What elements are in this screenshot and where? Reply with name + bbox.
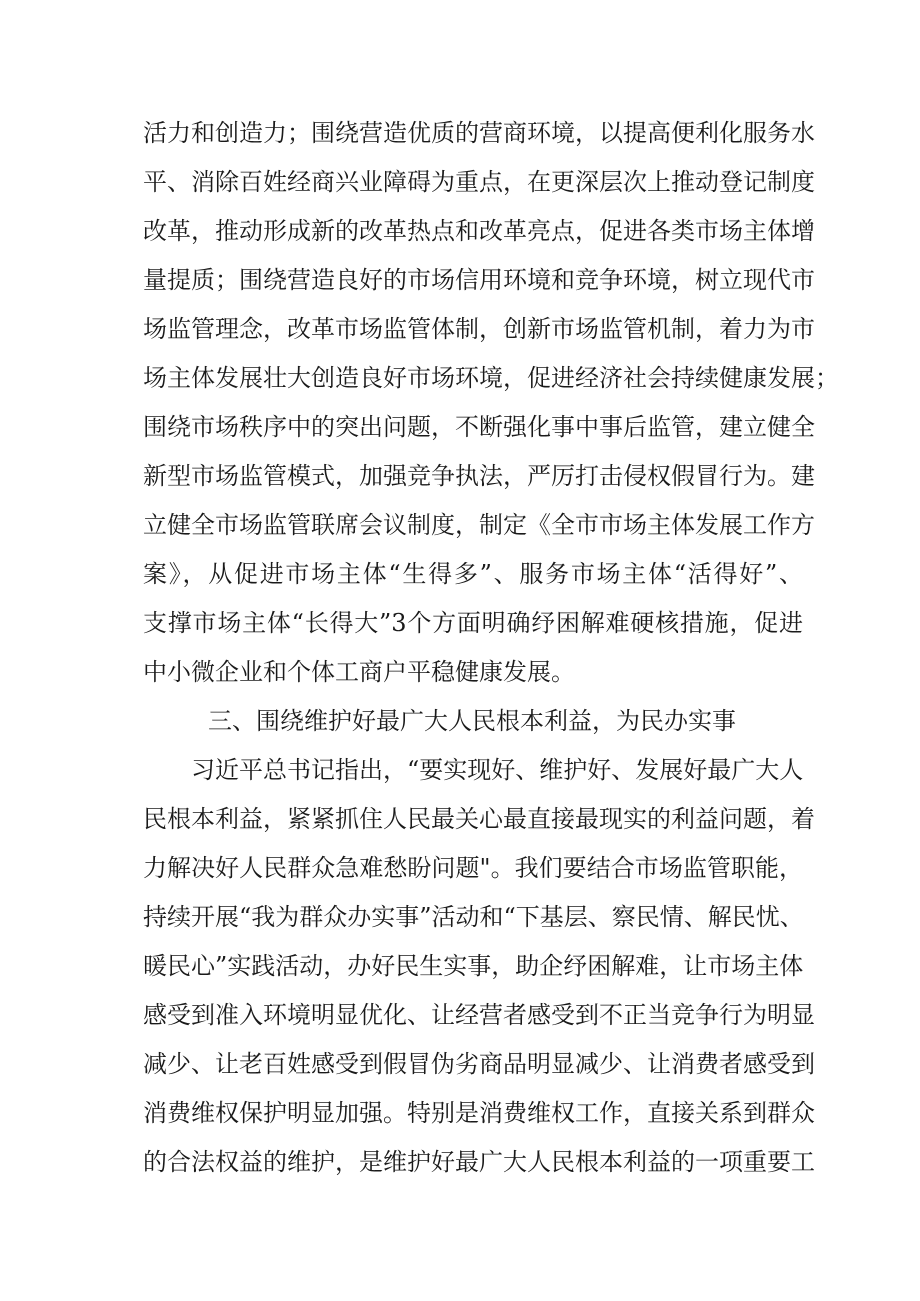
paragraph-line: 围绕市场秩序中的突出问题，不断强化事中事后监管，建立健全 — [143, 413, 815, 441]
paragraph-line: 场主体发展壮大创造良好市场环境，促进经济社会持续健康发展； — [143, 364, 839, 392]
paragraph-line: 力解决好人民群众急难愁盼问题"。我们要结合市场监管职能， — [143, 854, 803, 882]
paragraph-line: 改革，推动形成新的改革热点和改革亮点，促进各类市场主体增 — [143, 217, 815, 245]
paragraph-line: 支撑市场主体“长得大”3个方面明确纾困解难硬核措施，促进 — [143, 609, 803, 637]
paragraph-line: 量提质；围绕营造良好的市场信用环境和竞争环境，树立现代市 — [143, 266, 815, 294]
paragraph-line: 新型市场监管模式，加强竞争执法，严厉打击侵权假冒行为。建 — [143, 462, 815, 490]
paragraph-line: 减少、让老百姓感受到假冒伪劣商品明显减少、让消费者感受到 — [143, 1050, 815, 1078]
paragraph-line: 中小微企业和个体工商户平稳健康发展。 — [143, 658, 575, 686]
paragraph-line: 习近平总书记指出，“要实现好、维护好、发展好最广大人 — [191, 756, 804, 784]
paragraph-line: 立健全市场监管联席会议制度，制定《全市市场主体发展工作方 — [143, 511, 815, 539]
paragraph-line: 持续开展“我为群众办实事”活动和“下基层、察民情、解民忧、 — [143, 903, 804, 931]
paragraph-line: 感受到准入环境明显优化、让经营者感受到不正当竞争行为明显 — [143, 1001, 815, 1029]
paragraph-line: 案》，从促进市场主体“生得多”、服务市场主体“活得好”、 — [143, 560, 803, 588]
paragraph-line: 民根本利益，紧紧抓住人民最关心最直接最现实的利益问题，着 — [143, 805, 815, 833]
paragraph-line: 暖民心”实践活动，办好民生实事，助企纾困解难，让市场主体 — [143, 952, 804, 980]
paragraph-line: 消费维权保护明显加强。特别是消费维权工作，直接关系到群众 — [143, 1099, 815, 1127]
paragraph-line: 场监管理念，改革市场监管体制，创新市场监管机制，着力为市 — [143, 315, 815, 343]
paragraph-line: 活力和创造力；围绕营造优质的营商环境，以提高便利化服务水 — [143, 119, 815, 147]
paragraph-line: 平、消除百姓经商兴业障碍为重点，在更深层次上推动登记制度 — [143, 168, 815, 196]
paragraph-line: 的合法权益的维护，是维护好最广大人民根本利益的一项重要工 — [143, 1148, 815, 1176]
section-heading: 三、围绕维护好最广大人民根本利益，为民办实事 — [208, 707, 736, 735]
